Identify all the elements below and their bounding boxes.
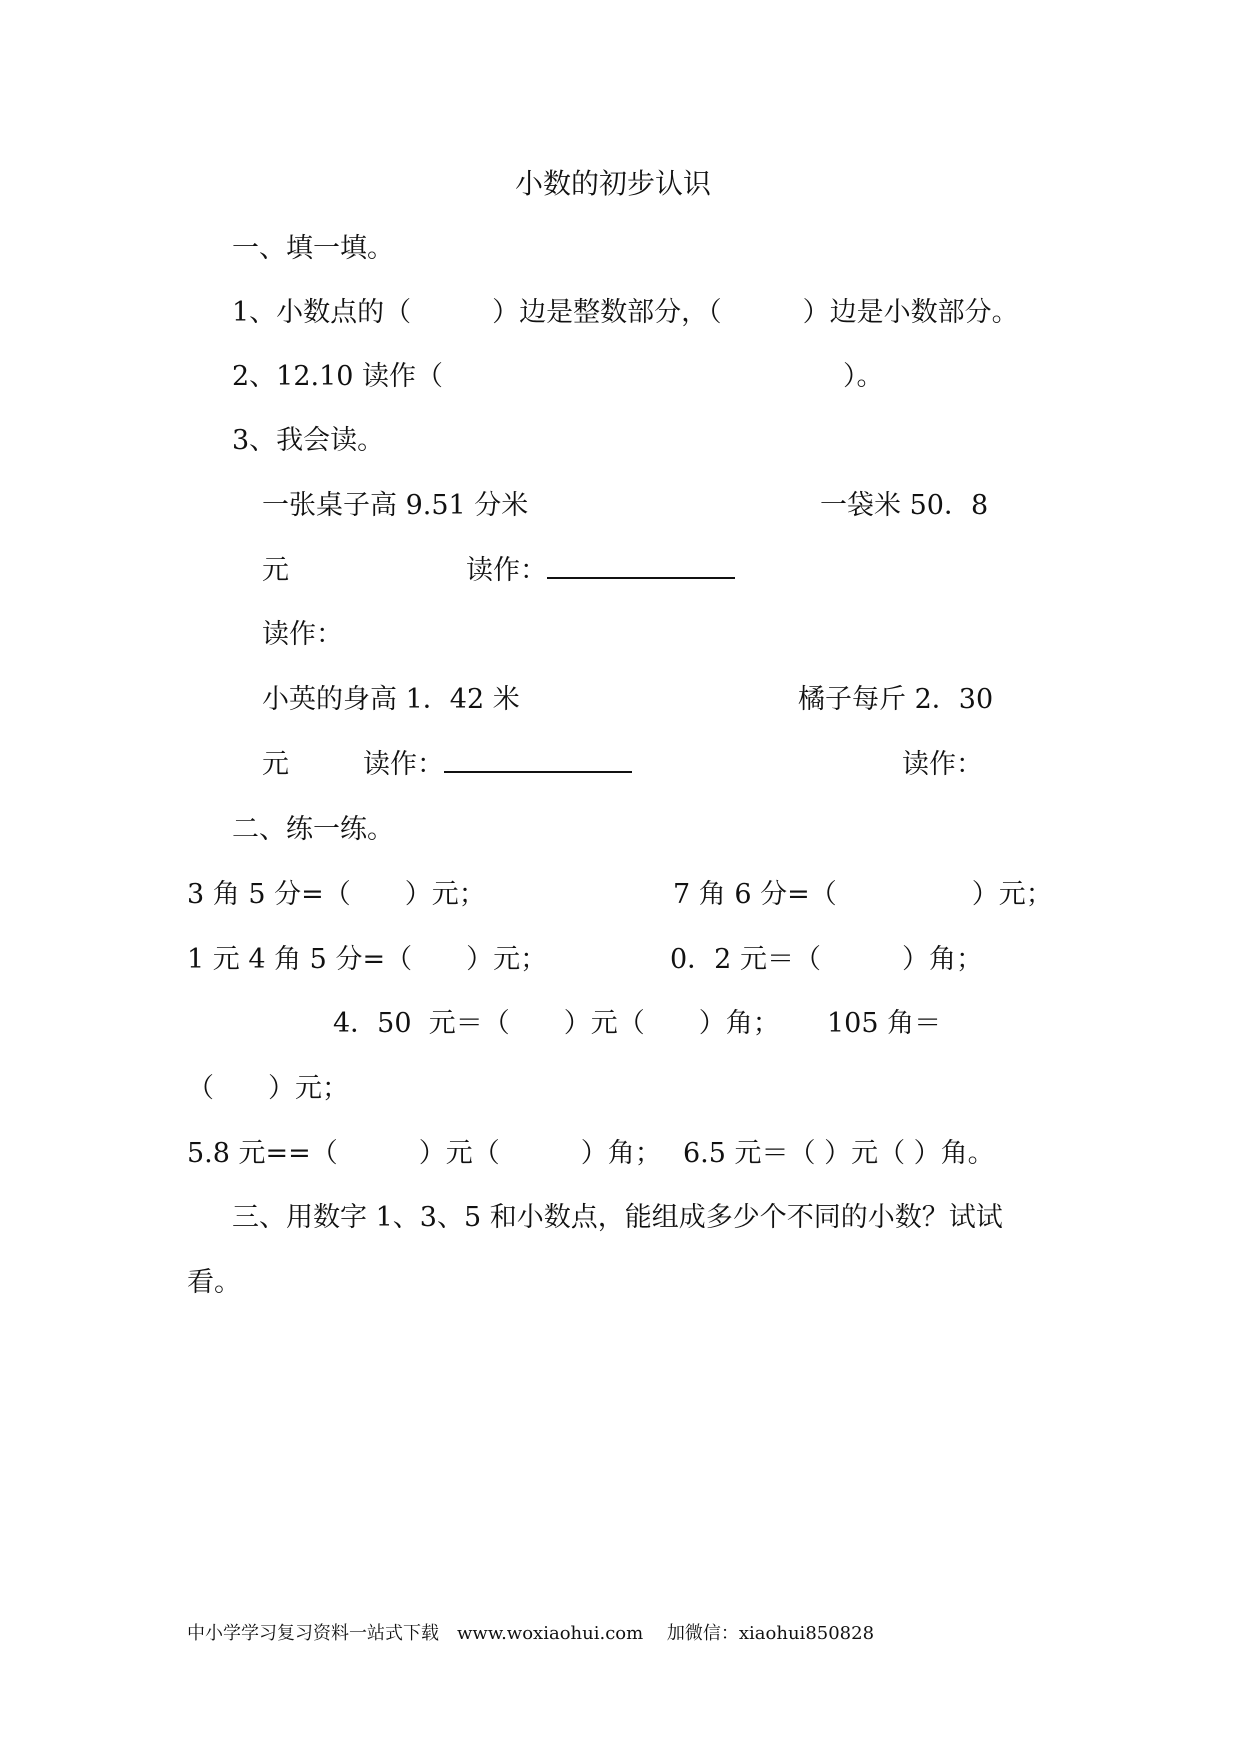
exercise-row1-left: 3 角 5 分=（ ）元； [187, 879, 486, 910]
question-3: 3、我会读。 [232, 425, 385, 456]
exercise-row3-right: 105 角＝ [827, 1008, 942, 1039]
section3-line1: 三、用数字 1、3、5 和小数点，能组成多少个不同的小数？试试 [232, 1202, 1003, 1233]
section2-heading: 二、练一练。 [232, 814, 394, 845]
exercise-row2-left: 1 元 4 角 5 分=（ ）元； [187, 944, 548, 975]
read-label-1-text: 读作： [466, 555, 547, 586]
item-height-xiaoying: 小英的身高 1．42 米 [262, 684, 520, 715]
read-label-3 [363, 745, 632, 785]
question-2-suffix: ）。 [843, 361, 884, 392]
unit-yuan-2: 元 [262, 749, 289, 780]
exercise-row5-right: 6.5 元＝（ ）元（ ）角。 [683, 1138, 995, 1169]
unit-yuan-1: 元 [262, 555, 289, 586]
page-footer: 中小学学习复习资料一站式下载 www.woxiaohui.com 加微信：xiaohui850828 [187, 1623, 875, 1644]
page-title: 小数的初步认识 [515, 167, 712, 200]
answer-blank-2[interactable] [444, 747, 632, 773]
section1-heading: 一、填一填。 [232, 233, 394, 264]
item-orange-price: 橘子每斤 2．30 [798, 684, 994, 715]
read-label-4: 读作： [902, 749, 983, 780]
exercise-row2-right: 0．2 元＝（ ）角； [670, 944, 983, 975]
item-rice-price: 一袋米 50．8 [820, 490, 989, 521]
read-label-1 [466, 551, 735, 591]
answer-blank-1[interactable] [547, 553, 735, 579]
exercise-row4: （ ）元； [187, 1073, 349, 1104]
item-desk-height: 一张桌子高 9.51 分米 [262, 490, 529, 521]
exercise-row3-left: 4．50 元＝（ ）元（ ）角； [333, 1008, 780, 1039]
question-1: 1、小数点的（ ）边是整数部分，（ ）边是小数部分。 [232, 297, 1019, 328]
question-2-prefix: 2、12.10 读作（ [232, 361, 444, 392]
section3-line2: 看。 [187, 1267, 241, 1298]
exercise-row5-left: 5.8 元==（ ）元（ ）角； [187, 1138, 662, 1169]
exercise-row1-right: 7 角 6 分=（ ）元； [673, 879, 1053, 910]
read-label-3-text: 读作： [363, 749, 444, 780]
read-label-2: 读作： [262, 619, 343, 650]
